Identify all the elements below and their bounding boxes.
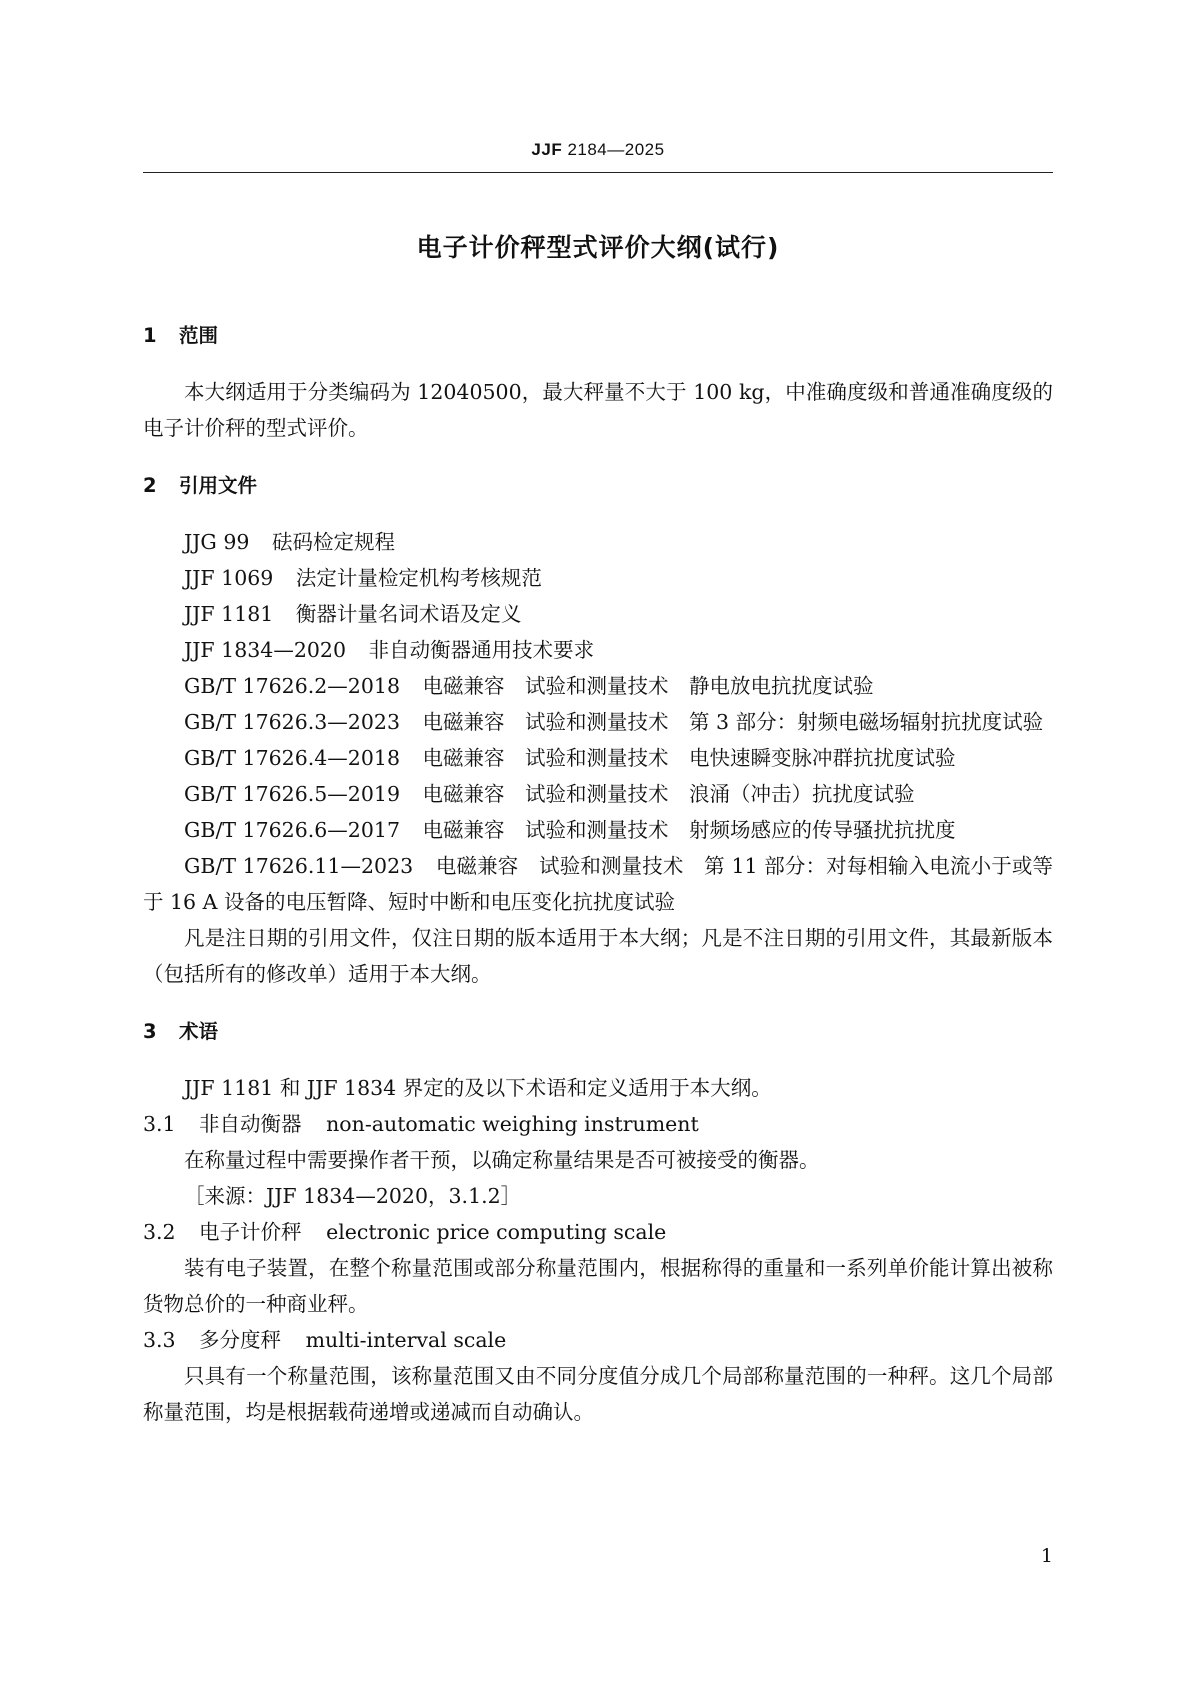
reference-item: GB/T 17626.6—2017 电磁兼容 试验和测量技术 射频场感应的传导骚扰抗扰度 — [184, 818, 956, 842]
reference-item: GB/T 17626.3—2023 电磁兼容 试验和测量技术 第 3 部分：射频电磁场辐射抗扰度试验 — [184, 710, 1044, 734]
reference-item: JJF 1069 法定计量检定机构考核规范 — [184, 566, 542, 590]
document-body — [143, 318, 1053, 1430]
section-1-heading — [143, 318, 1053, 354]
term-source: ［来源：JJF 1834—2020，3.1.2］ — [184, 1184, 522, 1208]
reference-item: GB/T 17626.11—2023 电磁兼容 试验和测量技术 第 11 部分：对每相输入电流小于或等于 16 A 设备的电压暂降、短时中断和电压变化抗扰度试验 — [143, 854, 1053, 914]
term-heading: 3.2 电子计价秤 electronic price computing scale — [143, 1220, 667, 1244]
reference-item: GB/T 17626.2—2018 电磁兼容 试验和测量技术 静电放电抗扰度试验 — [184, 674, 874, 698]
reference-item: JJG 99 砝码检定规程 — [184, 530, 395, 554]
section-3-heading — [143, 1014, 1053, 1050]
term-definition: 装有电子装置，在整个称量范围或部分称量范围内，根据称得的重量和一系列单价能计算出被称货物总价的一种商业秤。 — [143, 1256, 1053, 1316]
scope-paragraph: 本大纲适用于分类编码为 12040500，最大秤量不大于 100 kg，中准确度级和普通准确度级的电子计价秤的型式评价。 — [143, 380, 1053, 440]
term-definition: 只具有一个称量范围，该称量范围又由不同分度值分成几个局部称量范围的一种秤。这几个局部称量范围，均是根据载荷递增或递减而自动确认。 — [143, 1364, 1053, 1424]
header-rule — [143, 172, 1053, 173]
reference-note: 凡是注日期的引用文件，仅注日期的版本适用于本大纲；凡是不注日期的引用文件，其最新版本（包括所有的修改单）适用于本大纲。 — [143, 926, 1053, 986]
section-number: 1 — [143, 324, 157, 347]
section-title: 术语 — [179, 1020, 219, 1043]
reference-item: GB/T 17626.4—2018 电磁兼容 试验和测量技术 电快速瞬变脉冲群抗扰度试验 — [184, 746, 956, 770]
page-number: 1 — [1040, 1545, 1053, 1567]
document-title: 电子计价秤型式评价大纲(试行) — [416, 233, 780, 262]
header-number: 2184—2025 — [567, 140, 665, 159]
term-definition: 在称量过程中需要操作者干预，以确定称量结果是否可被接受的衡器。 — [184, 1148, 820, 1172]
section-2-heading — [143, 468, 1053, 504]
section-title: 范围 — [179, 324, 219, 347]
header-code: JJF — [531, 140, 563, 159]
reference-item: GB/T 17626.5—2019 电磁兼容 试验和测量技术 浪涌（冲击）抗扰度试验 — [184, 782, 915, 806]
reference-item: JJF 1181 衡器计量名词术语及定义 — [184, 602, 522, 626]
section-number: 3 — [143, 1020, 157, 1043]
running-header — [143, 140, 1053, 160]
terms-intro: JJF 1181 和 JJF 1834 界定的及以下术语和定义适用于本大纲。 — [184, 1076, 772, 1100]
reference-item: JJF 1834—2020 非自动衡器通用技术要求 — [184, 638, 595, 662]
term-heading: 3.1 非自动衡器 non-automatic weighing instrument — [143, 1112, 699, 1136]
reference-list — [143, 524, 1053, 920]
section-number: 2 — [143, 474, 157, 497]
term-heading: 3.3 多分度秤 multi-interval scale — [143, 1328, 507, 1352]
section-title: 引用文件 — [179, 474, 258, 497]
